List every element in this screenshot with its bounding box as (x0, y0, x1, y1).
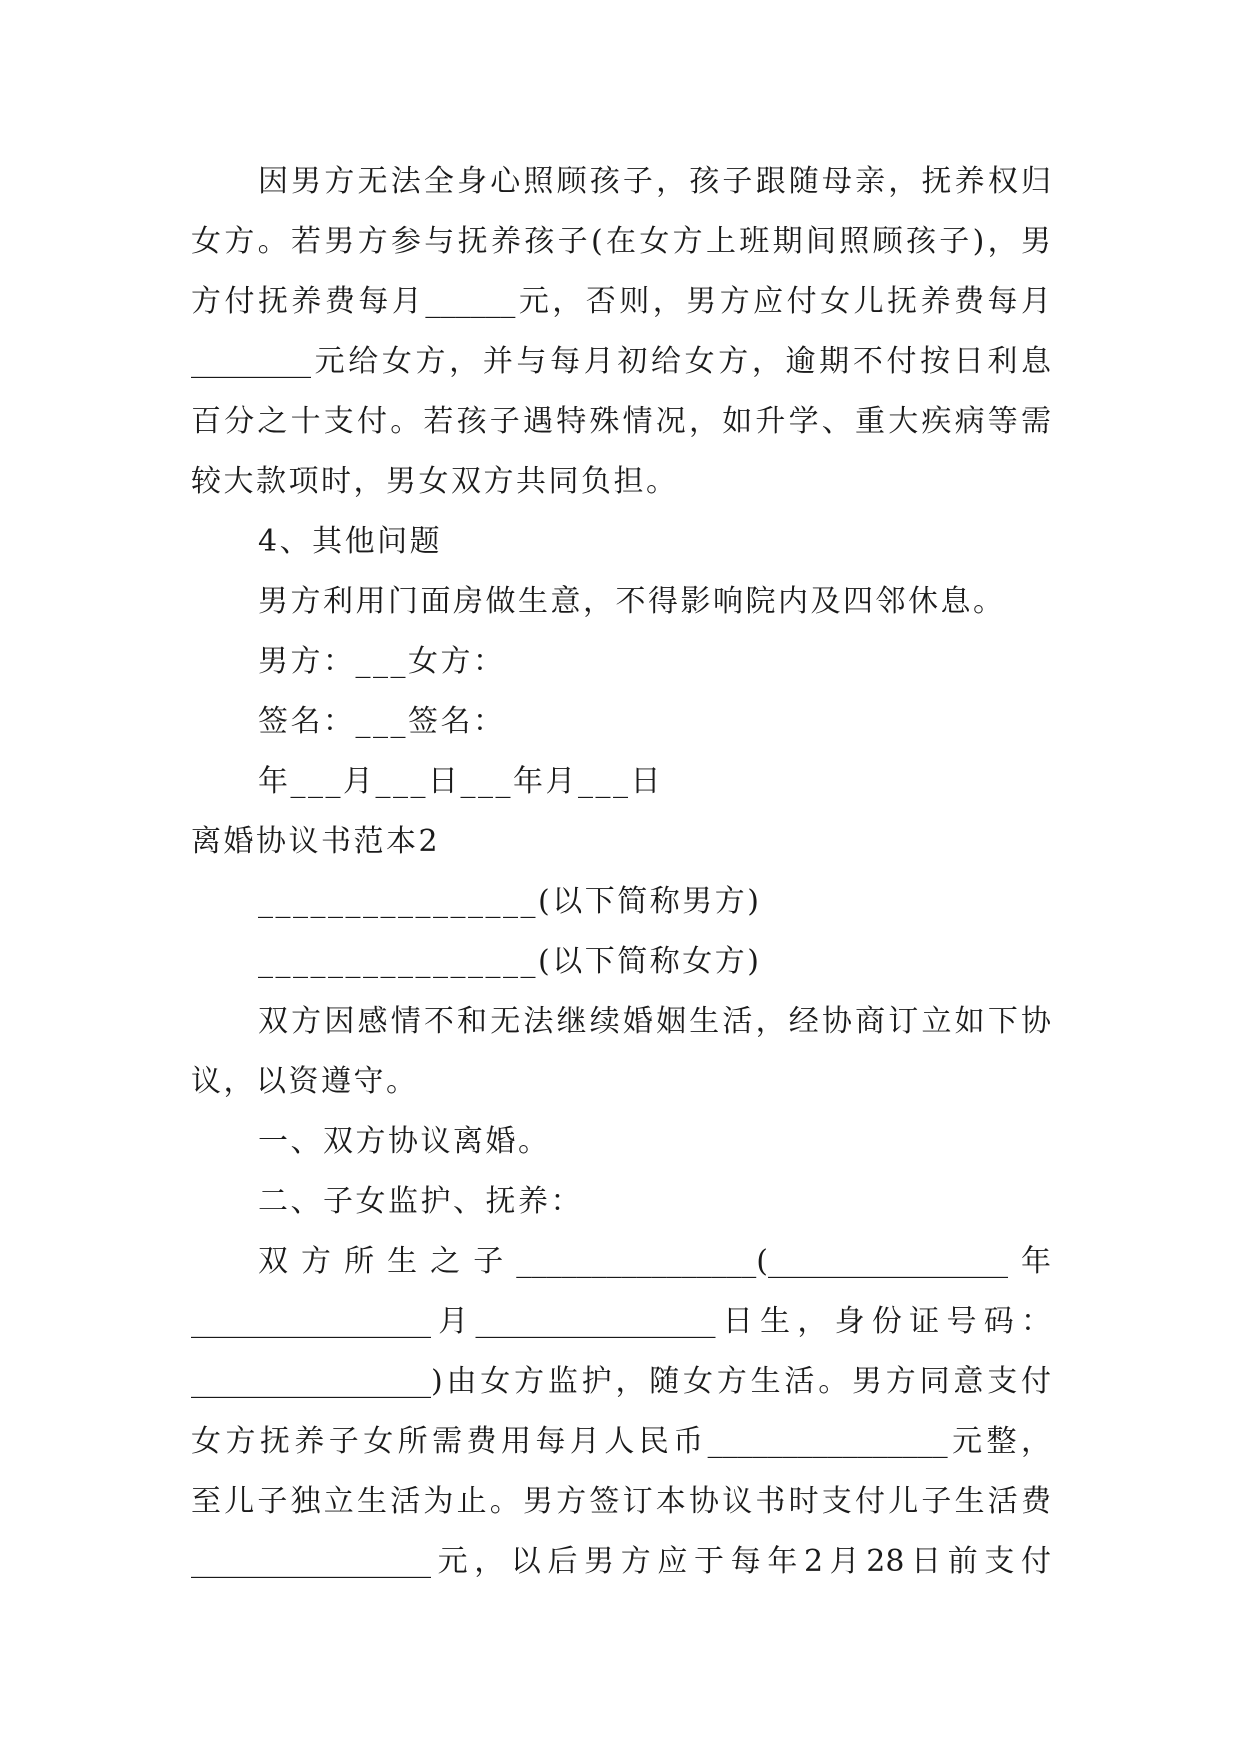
text-line: ________元给女方，并与每月初给女方，逾期不付按日利息 (191, 344, 1051, 379)
document-body (191, 152, 1051, 1592)
text-line: 年___月___日___年月___日 (258, 764, 663, 799)
text-line: 双方所生之子________________(________________年 (258, 1244, 1051, 1279)
text-line: 男方：___女方： (258, 644, 506, 679)
text-line: 双方因感情不和无法继续婚姻生活，经协商订立如下协 (258, 1004, 1051, 1039)
text-line: ________________)由女方监护，随女方生活。男方同意支付 (191, 1364, 1051, 1399)
text-line: 方付抚养费每月______元，否则，男方应付女儿抚养费每月 (191, 284, 1051, 319)
text-line: 一、双方协议离婚。 (258, 1124, 551, 1159)
text-line: ________________月________________日生，身份证号码： (191, 1304, 1051, 1339)
text-line: 因男方无法全身心照顾孩子，孩子跟随母亲，抚养权归 (258, 164, 1051, 199)
text-line: ________________(以下简称女方) (258, 944, 762, 979)
text-line: 二、子女监护、抚养： (258, 1184, 583, 1219)
text-line: 议，以资遵守。 (191, 1064, 419, 1099)
text-line: 女方。若男方参与抚养孩子(在女方上班期间照顾孩子)，男 (191, 224, 1051, 259)
text-line: 女方抚养子女所需费用每月人民币________________元整， (191, 1424, 1051, 1459)
text-line: 签名：___签名： (258, 704, 506, 739)
text-line: ________________元，以后男方应于每年2月28日前支付 (191, 1544, 1051, 1579)
text-line: 4、其他问题 (258, 524, 443, 559)
text-line: 至儿子独立生活为止。男方签订本协议书时支付儿子生活费 (191, 1484, 1051, 1519)
text-line: 男方利用门面房做生意，不得影响院内及四邻休息。 (258, 584, 1006, 619)
text-line: 较大款项时，男女双方共同负担。 (191, 464, 679, 499)
section-title: 离婚协议书范本2 (191, 824, 441, 859)
text-line: ________________(以下简称男方) (258, 884, 762, 919)
text-line: 百分之十支付。若孩子遇特殊情况，如升学、重大疾病等需 (191, 404, 1051, 439)
